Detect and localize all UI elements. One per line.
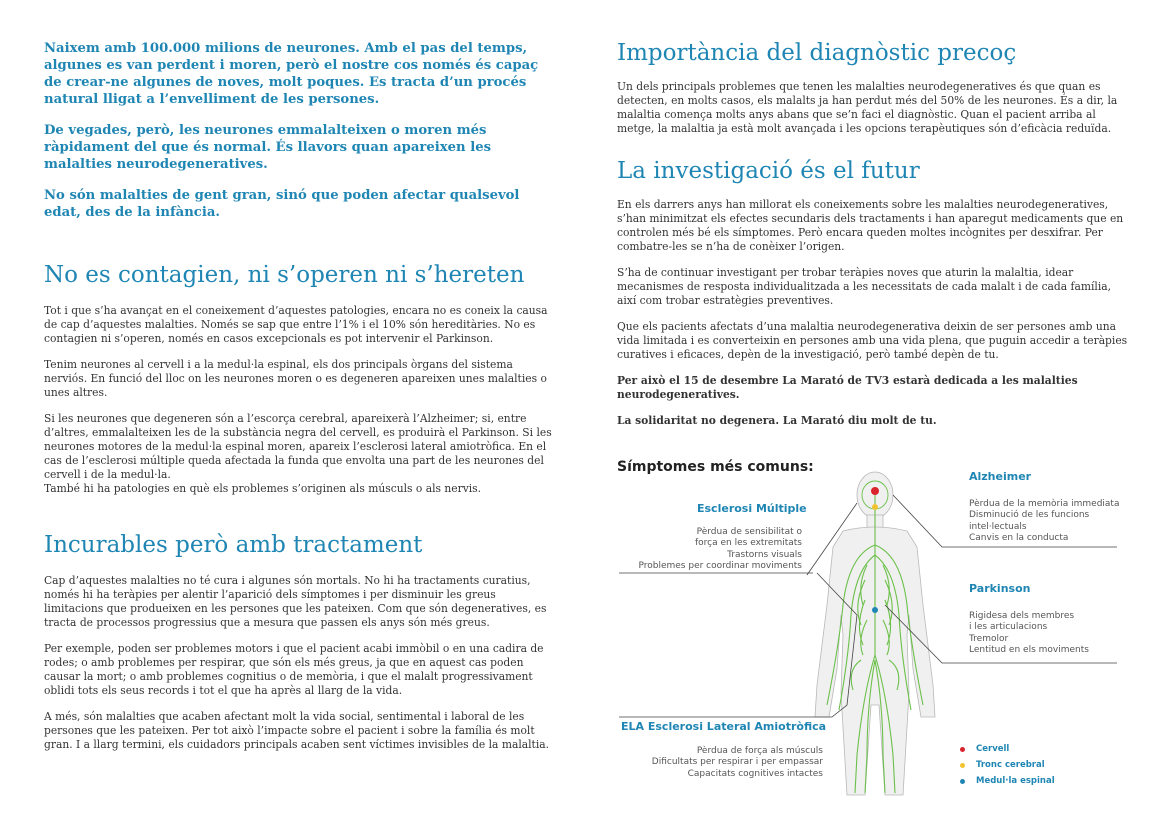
disease-label-multiple-sclerosis: Esclerosi Múltiple <box>697 502 807 515</box>
disease-label-parkinson: Parkinson <box>969 582 1031 595</box>
intro-paragraph-3: No són malalties de gent gran, sinó que poden afectar qualsevol edat, des de la infància. <box>44 188 520 220</box>
research-paragraph-1: En els darrers anys han millorat els coneixements sobre les malalties neurodegeneratives, s’han minimitzat els efectes secundaris dels tractaments i han aparegut medicaments que en controlen més bé els símptomes. Però encara queden moltes incògnites per desxifrar. Per combatre-les se n’ha de conèixer l’origen. <box>617 198 1124 253</box>
research-paragraph-2: S’ha de continuar investigant per trobar teràpies noves que aturin la malaltia, idear mecanismes de resposta individualitzada a les necessitats de cada malalt i de cada família, així com trobar estratègies preventives. <box>617 266 1112 307</box>
legend-item-brain <box>960 741 1055 757</box>
symptom-text: Capacitats cognitives intactes <box>687 768 823 779</box>
infographic-legend <box>960 741 1055 789</box>
legend-label: Cervell <box>976 744 1010 754</box>
legend-label: Medul·la espinal <box>976 776 1055 786</box>
section-incurables <box>44 530 556 764</box>
symptom-text: Tremolor <box>969 633 1009 644</box>
symptom-text: Trastorns visuals <box>727 549 802 560</box>
symptom-text: força en les extremitats <box>695 538 802 549</box>
symptom-text: Rigidesa dels membres <box>969 611 1075 621</box>
section-research <box>617 156 1131 440</box>
research-paragraph-3: Que els pacients afectats d’una malaltia neurodegenerativa deixin de ser persones amb una vida limitada i es converteixin en persones amb una vida plena, que puguin accedir a teràpies curatives i eficaces, depèn de la investigació, però també depèn de tu. <box>617 320 1128 361</box>
disease-label-als: ELA Esclerosi Lateral Amiotròfica <box>621 720 827 733</box>
legend-item-brainstem <box>960 757 1055 773</box>
symptoms-infographic <box>617 455 1127 800</box>
incurables-paragraph-2: Per exemple, poden ser problemes motors i que el pacient acabi immòbil o en una cadira de rodes; o amb problemes per respirar, que són els més greus, ja que en aquest cas poden causar la mort; o amb problemes cognitius o de memòria, i que el malalt progressivament oblidi tots els seus records i tot el que ha après al llarg de la vida. <box>44 642 544 697</box>
symptom-text: Pèrdua de sensibilitat o <box>696 527 802 537</box>
symptom-text: Canvis en la conducta <box>969 533 1069 544</box>
symptom-text: Lentitud en els moviments <box>969 645 1089 656</box>
legend-label: Tronc cerebral <box>976 760 1045 770</box>
infographic-title: Símptomes més comuns: <box>617 459 814 475</box>
left-column <box>44 40 556 751</box>
contagion-paragraph-4: També hi ha patologies en què els problemes s’originen als músculs o als nervis. <box>44 482 482 495</box>
symptom-text: Disminució de les funcions <box>969 510 1090 521</box>
legend-item-spinal-cord <box>960 773 1055 789</box>
symptoms-als <box>621 746 823 780</box>
symptoms-alzheimer <box>969 499 1119 545</box>
contagion-paragraph-2: Tenim neurones al cervell i a la medul·la espinal, els dos principals òrgans del sistema nerviós. En funció del lloc on les neurones moren o es degeneren apareixen unes malalties o unes altres. <box>44 358 547 399</box>
yellow-dot-icon <box>960 763 965 768</box>
intro-paragraph-2: De vegades, però, les neurones emmalalteixen o moren més ràpidament del que és normal. És llavors quan apareixen les malalties neurodegeneratives. <box>44 123 492 172</box>
intro-paragraph-1: Naixem amb 100.000 milions de neurones. Amb el pas del temps, algunes es van perdent i moren, però el nostre cos només és capaç de crear-ne algunes de noves, molt poques. Es tracta d’un procés natural lligat a l’envelliment de les persones. <box>44 41 539 107</box>
disease-label-alzheimer: Alzheimer <box>969 470 1032 483</box>
incurables-paragraph-1: Cap d’aquestes malalties no té cura i algunes són mortals. No hi ha tractaments curatius, només hi ha teràpies per alentir l’aparició dels símptomes i per disminuir les greus limitacions que produeixen en les persones que les pateixen. Com que són degeneratives, es tracta de processos progressius que a mesura que passen els anys són més greus. <box>44 574 547 629</box>
symptom-text: Dificultats per respirar i per empassar <box>651 757 823 768</box>
research-paragraph-4: Per això el 15 de desembre La Marató de TV3 estarà dedicada a les malalties neurodegeneratives. <box>617 374 1078 401</box>
spinal-cord-marker <box>872 607 878 613</box>
incurables-paragraph-3: A més, són malalties que acaben afectant molt la vida social, sentimental i laboral de les persones que les pateixen. Per tot això l’impacte sobre el pacient i sobre la família és molt gran. I a llarg termini, els cuidadors principals acaben sent víctimes invisibles de la malaltia. <box>44 710 550 751</box>
symptom-text: Pèrdua de força als músculs <box>696 746 823 756</box>
symptom-text: intel·lectuals <box>969 521 1027 532</box>
section-research-heading: La investigació és el futur <box>617 158 920 184</box>
section-diagnostic-heading: Importància del diagnòstic precoç <box>617 40 1017 66</box>
brainstem-marker <box>872 504 878 510</box>
section-contagion-heading: No es contagien, ni s’operen ni s’hereten <box>44 262 525 288</box>
symptom-text: Problemes per coordinar moviments <box>638 561 802 572</box>
contagion-paragraph-3: Si les neurones que degeneren són a l’escorça cerebral, apareixerà l’Alzheimer; si, entre d’altres, emmalalteixen les de la substància negra del cervell, es produirà el Parkinson. Si les neurones motores de la medul·la espinal moren, apareix l’esclerosi lateral amiotròfica. En el cas de l’esclerosi múltiple queda afectada la funda que envolta una part de les neurones del cervell i de la medul·la. <box>44 412 552 481</box>
research-paragraph-5: La solidaritat no degenera. La Marató diu molt de tu. <box>617 414 937 427</box>
contagion-paragraph-1: Tot i que s’ha avançat en el coneixement d’aquestes patologies, encara no es coneix la causa de cap d’aquestes malalties. Només se sap que entre l’1% i el 10% són hereditàries. No es contagien ni s’operen, només en casos excepcionals es pot intervenir el Parkinson. <box>44 304 548 345</box>
blue-dot-icon <box>960 779 965 784</box>
symptoms-multiple-sclerosis <box>621 527 802 573</box>
symptom-text: i les articulacions <box>969 622 1048 633</box>
section-incurables-heading: Incurables però amb tractament <box>44 532 423 558</box>
intro-block <box>44 40 556 221</box>
diagnostic-paragraph-1: Un dels principals problemes que tenen les malalties neurodegeneratives és que quan es detecten, en molts casos, els malalts ja han perdut més del 50% de les neurones. És a dir, la malaltia comença molts anys abans que se’n faci el diagnòstic. Quan el pacient arriba al metge, la malaltia ja està molt avançada i les opcions terapèutiques són d’eficàcia reduïda. <box>617 80 1118 135</box>
section-diagnostic <box>617 38 1131 136</box>
symptom-text: Pèrdua de la memòria immediata <box>969 499 1120 509</box>
brain-marker <box>871 487 879 495</box>
section-contagion <box>44 260 556 508</box>
symptoms-parkinson <box>969 611 1089 657</box>
right-column <box>617 38 1131 427</box>
red-dot-icon <box>960 747 965 752</box>
